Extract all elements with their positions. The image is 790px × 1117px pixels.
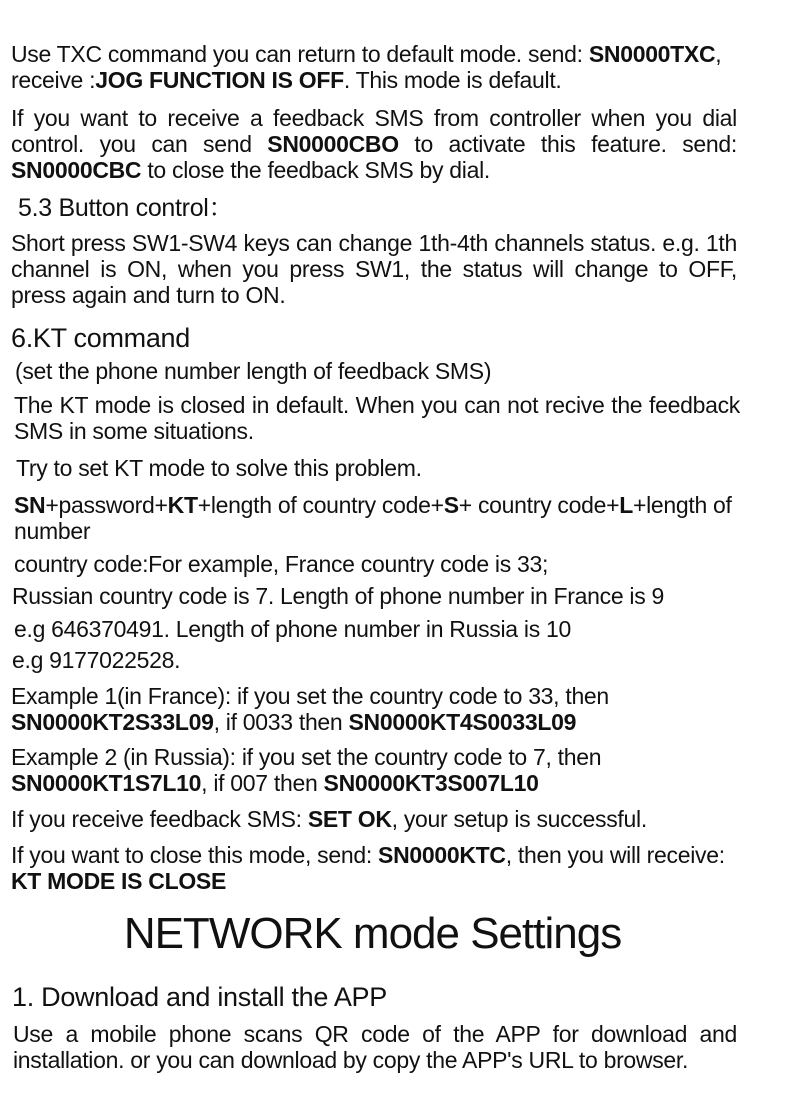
kt-example-2-command-a: SN0000KT1S7L10 [11,770,202,796]
kt-example-1-text-2: , if 0033 then [213,709,349,735]
kt-example-1-text: Example 1(in France): if you set the country code to 33, then [11,683,609,709]
kt-format-kt: KT [167,492,198,518]
button-control-text: Short press SW1-SW4 keys can change 1th-4th channels status. e.g. 1th channel is ON, when you press SW1, the status will change to OFF, press again and turn to ON. [11,230,737,308]
kt-format-length-cc: +length of country code+ [197,492,444,518]
kt-example-2-text-2: , if 007 then [201,770,324,796]
kt-heading: 6.KT command [11,323,190,353]
button-control-heading: 5.3 Button control： [18,194,234,222]
kt-close-command: SN0000KTC [378,842,506,868]
txc-text-2: , receive : [11,41,722,93]
feedback-text-3: to close the feedback SMS by dial. [141,157,491,183]
kt-success-text-2: , your setup is successful. [391,806,647,832]
network-step-1-heading: 1. Download and install the APP [12,982,387,1012]
kt-format-cc: + country code+ [458,492,620,518]
txc-command: SN0000TXC [588,41,716,67]
kt-format-sn: SN [14,492,46,518]
kt-close-response: KT MODE IS CLOSE [11,868,226,894]
kt-format-l: L [619,492,633,518]
kt-success-response: SET OK [307,806,392,832]
kt-example-1-command-b: SN0000KT4S0033L09 [348,709,577,735]
txc-paragraph [11,41,751,93]
kt-format-password: +password+ [45,492,168,518]
feedback-text-2: to activate this feature. send: [398,131,737,157]
kt-close-text-2: , then you will receive: [505,842,725,868]
feedback-open-command: SN0000CBO [267,131,399,157]
kt-success [11,806,737,832]
kt-intro: The KT mode is closed in default. When you can not recive the feedback SMS in some situations. [14,392,740,444]
kt-example-1-command-a: SN0000KT2S33L09 [11,709,214,735]
kt-format-length-number: +length of number [14,492,732,544]
kt-country-code-line-2: Russian country code is 7. Length of phone number in France is 9 [12,583,665,609]
txc-response: JOG FUNCTION IS OFF [95,67,344,93]
txc-text-1: Use TXC command you can return to default mode. send: [11,41,589,67]
feedback-paragraph [11,105,737,183]
kt-country-code-line-1: country code:For example, France country code is 33; [14,551,549,577]
kt-format [14,492,759,544]
kt-subtitle: (set the phone number length of feedback SMS) [15,358,492,384]
kt-format-s: S [443,492,459,518]
feedback-text-1: If you want to receive a feedback SMS from controller when you dial control. you can send [11,105,737,157]
kt-success-text: If you receive feedback SMS: [11,806,308,832]
network-step-1-text: Use a mobile phone scans QR code of the APP for download and installation. or you can download by copy the APP's URL to browser. [13,1021,737,1073]
kt-close [11,842,746,894]
kt-country-code-line-4: e.g 9177022528. [12,647,181,673]
kt-close-text: If you want to close this mode, send: [11,842,379,868]
feedback-close-command: SN0000CBC [11,157,142,183]
kt-country-code-line-3: e.g 646370491. Length of phone number in Russia is 10 [14,616,571,642]
kt-example-2-text: Example 2 (in Russia): if you set the country code to 7, then [11,744,602,770]
txc-text-3: . This mode is default. [343,67,562,93]
kt-try: Try to set KT mode to solve this problem. [16,455,422,481]
kt-example-1 [11,683,737,735]
kt-example-2 [11,744,737,796]
kt-example-2-command-b: SN0000KT3S007L10 [323,770,539,796]
network-title: NETWORK mode Settings [123,909,622,958]
